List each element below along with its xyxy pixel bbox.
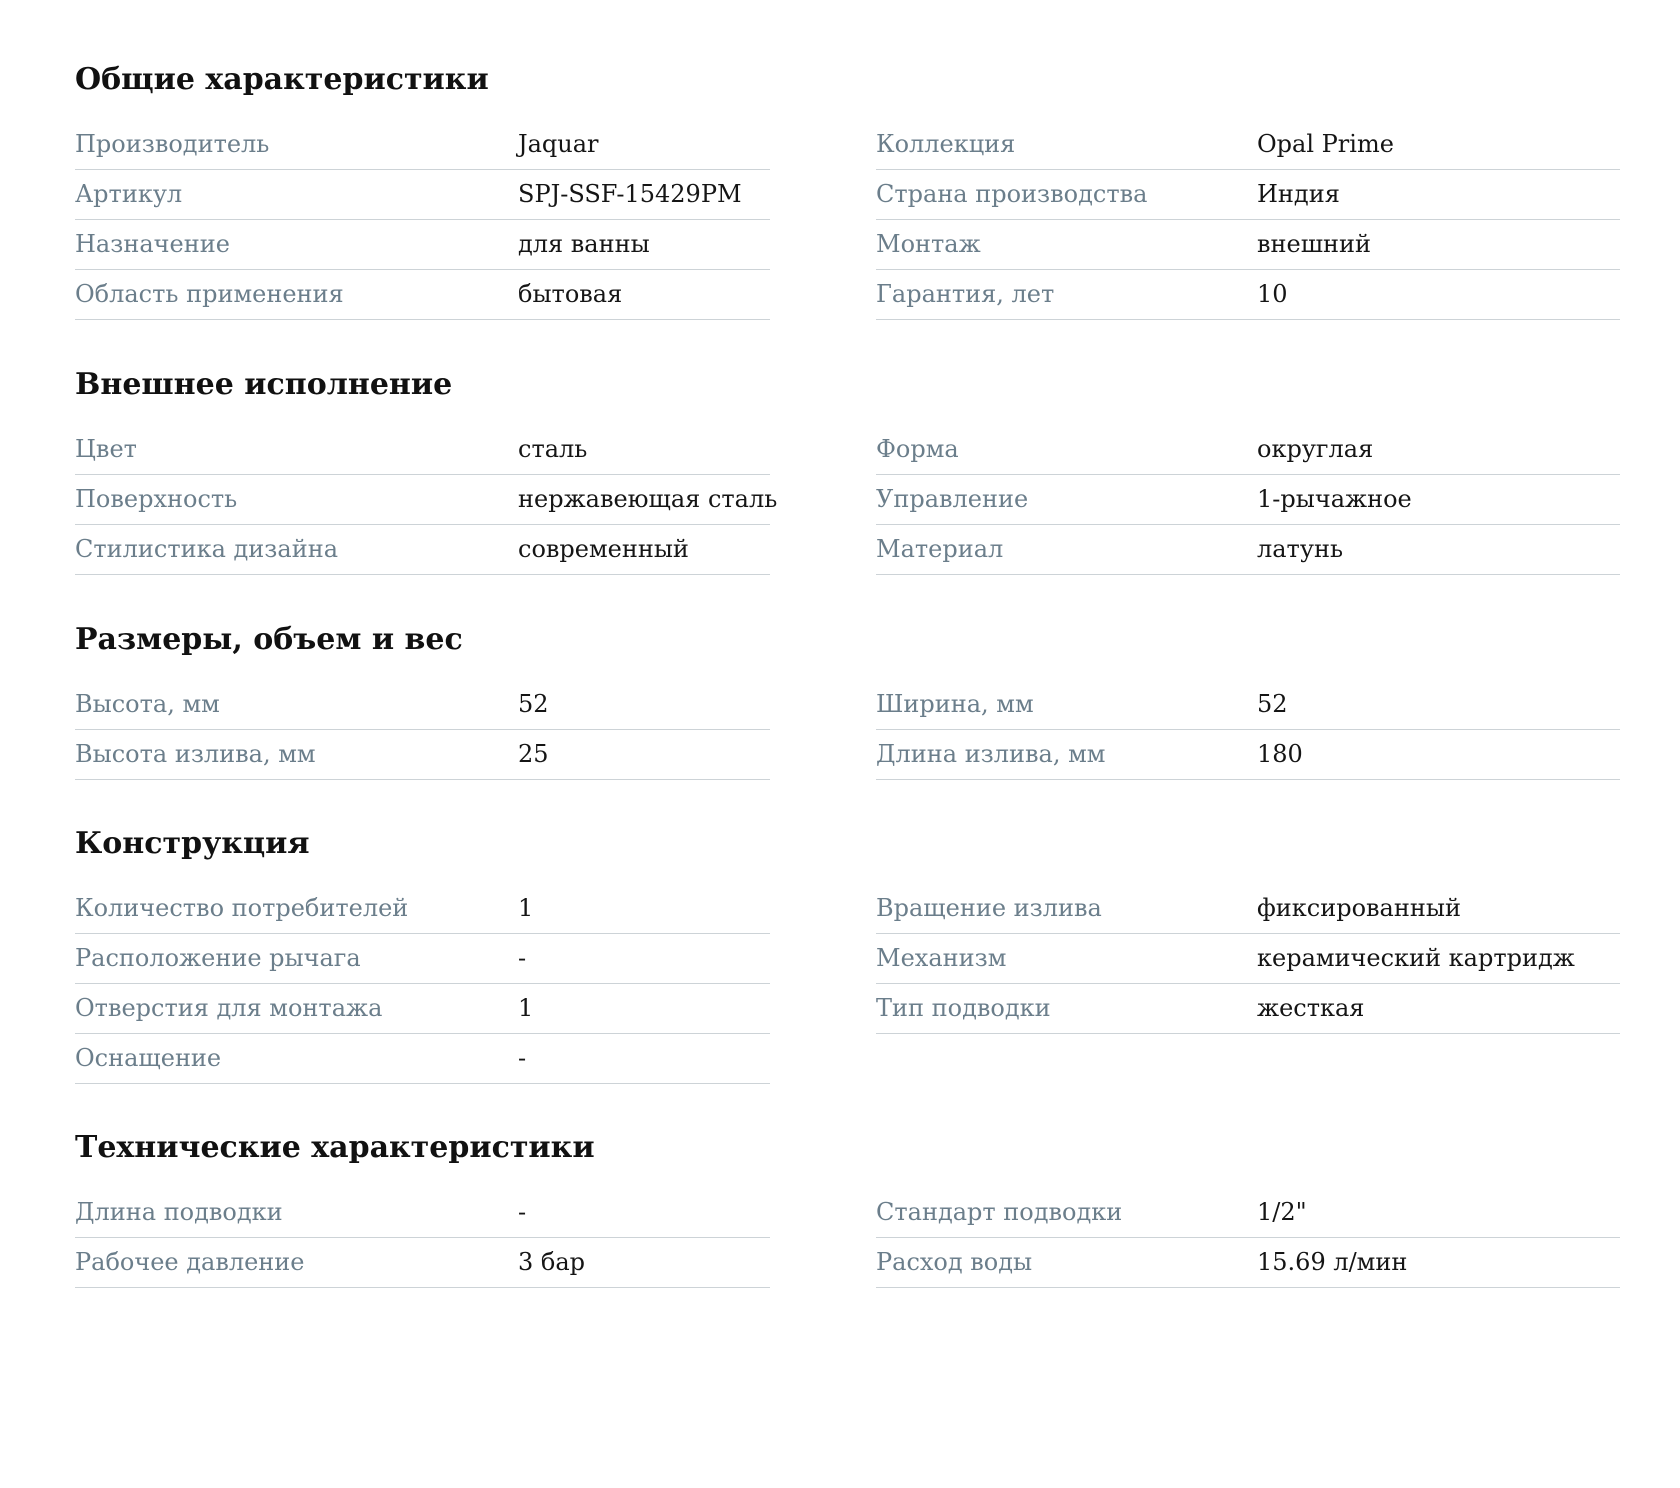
spec-value: 1 [518, 994, 534, 1022]
spec-column-right [876, 884, 1620, 1034]
spec-label: Высота излива, мм [75, 740, 316, 768]
spec-value: - [518, 944, 527, 972]
spec-row [75, 934, 770, 984]
section-title: Конструкция [75, 826, 310, 861]
spec-value: 52 [1257, 690, 1288, 718]
section-title: Размеры, объем и вес [75, 622, 463, 657]
spec-column-right [876, 425, 1620, 575]
spec-value: Jaquar [518, 130, 599, 158]
spec-column-right [876, 120, 1620, 320]
spec-column-right [876, 680, 1620, 780]
section-title: Технические характеристики [75, 1130, 595, 1165]
spec-label: Форма [876, 435, 959, 463]
spec-label: Высота, мм [75, 690, 220, 718]
spec-value: 1-рычажное [1257, 485, 1412, 513]
spec-row [876, 525, 1620, 575]
spec-row [876, 170, 1620, 220]
spec-label: Рабочее давление [75, 1248, 305, 1276]
spec-value: SPJ-SSF-15429PM [518, 180, 742, 208]
spec-label: Отверстия для монтажа [75, 994, 383, 1022]
spec-label: Область применения [75, 280, 344, 308]
spec-label: Вращение излива [876, 894, 1102, 922]
spec-row [876, 475, 1620, 525]
spec-row [75, 1034, 770, 1084]
section-technical [75, 1128, 1620, 1488]
spec-label: Материал [876, 535, 1004, 563]
spec-label: Страна производства [876, 180, 1148, 208]
spec-row [75, 680, 770, 730]
spec-column-left [75, 680, 770, 780]
spec-row [876, 120, 1620, 170]
spec-value: керамический картридж [1257, 944, 1575, 972]
spec-value: - [518, 1044, 527, 1072]
spec-value: 1/2" [1257, 1198, 1307, 1226]
spec-row [876, 984, 1620, 1034]
spec-label: Оснащение [75, 1044, 222, 1072]
spec-label: Управление [876, 485, 1029, 513]
spec-label: Расположение рычага [75, 944, 361, 972]
spec-label: Количество потребителей [75, 894, 409, 922]
spec-row [876, 220, 1620, 270]
spec-value: бытовая [518, 280, 623, 308]
spec-label: Артикул [75, 180, 183, 208]
spec-row [75, 170, 770, 220]
section-title: Внешнее исполнение [75, 367, 453, 402]
spec-value: - [518, 1198, 527, 1226]
spec-value: 180 [1257, 740, 1303, 768]
spec-value: Opal Prime [1257, 130, 1394, 158]
spec-row [876, 1188, 1620, 1238]
spec-row [876, 680, 1620, 730]
spec-row [876, 1238, 1620, 1288]
spec-row [75, 270, 770, 320]
spec-value: 25 [518, 740, 549, 768]
spec-row [876, 884, 1620, 934]
spec-row [876, 270, 1620, 320]
spec-label: Монтаж [876, 230, 981, 258]
spec-value: для ванны [518, 230, 650, 258]
spec-label: Расход воды [876, 1248, 1033, 1276]
spec-row [75, 730, 770, 780]
spec-value: сталь [518, 435, 588, 463]
spec-row [876, 425, 1620, 475]
spec-value: 52 [518, 690, 549, 718]
spec-row [75, 1238, 770, 1288]
spec-row [75, 525, 770, 575]
spec-value: фиксированный [1257, 894, 1461, 922]
spec-label: Коллекция [876, 130, 1016, 158]
spec-label: Тип подводки [876, 994, 1051, 1022]
spec-column-left [75, 425, 778, 575]
spec-row [75, 475, 778, 525]
spec-value: 3 бар [518, 1248, 586, 1276]
spec-label: Длина излива, мм [876, 740, 1106, 768]
spec-label: Стандарт подводки [876, 1198, 1123, 1226]
section-title: Общие характеристики [75, 62, 489, 97]
spec-value: современный [518, 535, 689, 563]
spec-value: нержавеющая сталь [518, 485, 778, 513]
spec-column-left [75, 884, 770, 1084]
spec-label: Гарантия, лет [876, 280, 1055, 308]
spec-value: 1 [518, 894, 534, 922]
spec-column-left [75, 120, 770, 320]
spec-row [876, 730, 1620, 780]
spec-column-right [876, 1188, 1620, 1288]
spec-row [75, 984, 770, 1034]
spec-value: Индия [1257, 180, 1340, 208]
spec-value: внешний [1257, 230, 1372, 258]
spec-row [75, 884, 770, 934]
spec-label: Длина подводки [75, 1198, 283, 1226]
spec-value: латунь [1257, 535, 1344, 563]
spec-label: Производитель [75, 130, 270, 158]
spec-value: 15.69 л/мин [1257, 1248, 1408, 1276]
spec-column-left [75, 1188, 770, 1288]
spec-row [75, 425, 770, 475]
spec-label: Цвет [75, 435, 137, 463]
spec-value: округлая [1257, 435, 1374, 463]
spec-row [75, 120, 770, 170]
spec-label: Поверхность [75, 485, 238, 513]
spec-row [75, 220, 770, 270]
spec-row [876, 934, 1620, 984]
spec-label: Ширина, мм [876, 690, 1034, 718]
spec-label: Механизм [876, 944, 1007, 972]
spec-grid [75, 1188, 1620, 1488]
spec-value: 10 [1257, 280, 1288, 308]
spec-label: Стилистика дизайна [75, 535, 339, 563]
spec-row [75, 1188, 770, 1238]
spec-value: жесткая [1257, 994, 1365, 1022]
spec-label: Назначение [75, 230, 230, 258]
